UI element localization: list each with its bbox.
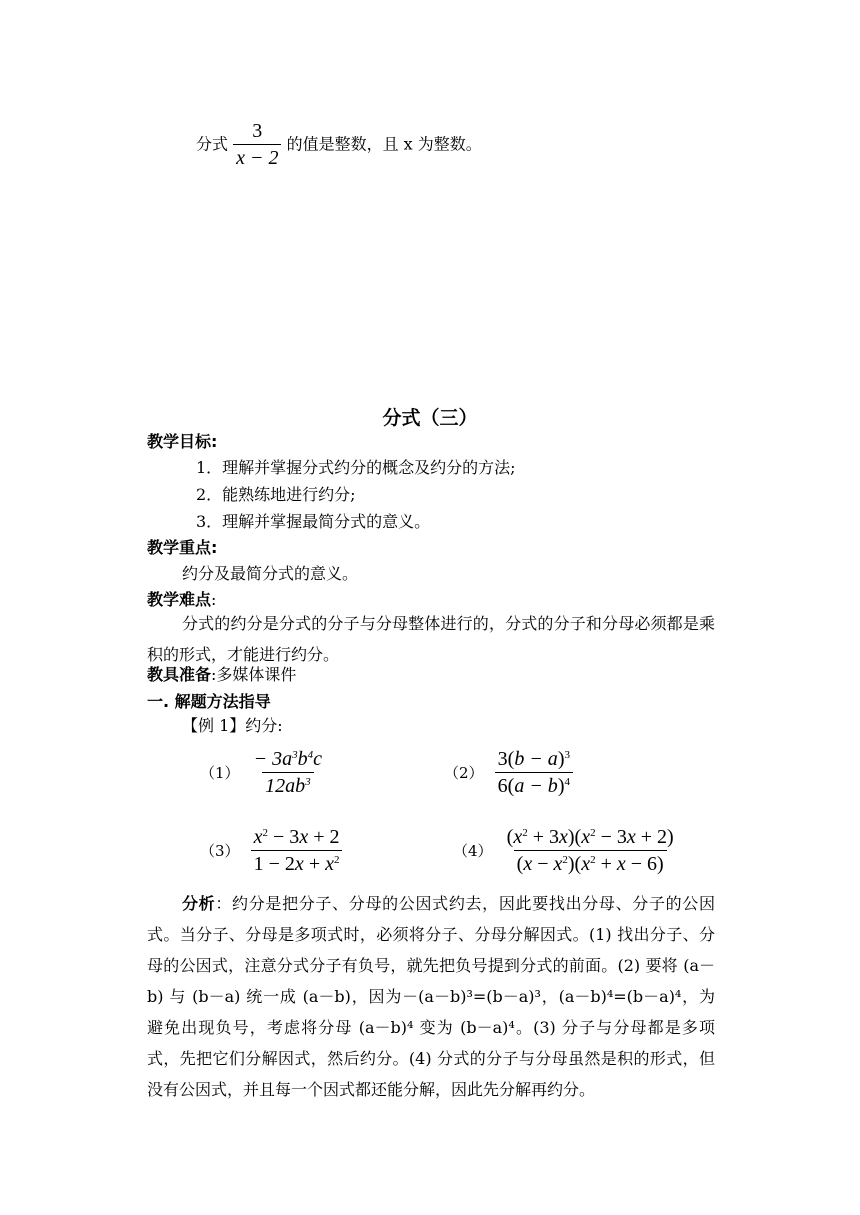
top-fraction-line — [196, 120, 482, 169]
tools-text: :多媒体课件 — [211, 665, 297, 684]
fraction-2 — [495, 748, 573, 797]
fraction-1-den: $12ab^3$ — [262, 772, 314, 797]
goal-item-2: 2．能熟练地进行约分; — [196, 485, 356, 504]
fraction-item-2 — [444, 748, 573, 797]
fraction-3-den: $1 - 2x + x^2$ — [251, 850, 343, 875]
example-label: 【例 1】约分: — [182, 716, 283, 735]
page-title: 分式（三） — [382, 407, 478, 429]
fraction-2-den: $6(a - b)^4$ — [495, 772, 573, 797]
fraction-item-1 — [200, 748, 325, 797]
goal-item-3: 3．理解并掌握最简分式的意义。 — [196, 512, 431, 531]
analysis-heading: 分析 — [182, 894, 216, 913]
tools-heading: 教具准备 — [147, 665, 212, 684]
goal-heading: 教学目标: — [147, 432, 218, 451]
tools-line — [147, 663, 296, 687]
difficulty-text: 分式的约分是分式的分子与分母整体进行的，分式的分子和分母必须都是乘积的形式，才能进行约分。 — [147, 614, 715, 664]
fraction-1-num: − $3a^3b^4c$ — [253, 748, 323, 770]
item-label-2: （2） — [444, 764, 484, 782]
top-suffix: 的值是整数，且 x 为整数。 — [286, 134, 482, 154]
goal-item-1: 1．理解并掌握分式约分的概念及约分的方法; — [196, 458, 516, 477]
key-heading: 教学重点: — [147, 538, 218, 557]
fraction-item-4 — [453, 826, 677, 875]
analysis-text: ：约分是把分子、分母的公因式约去，因此要找出分母、分子的公因式。当分子、分母是多项式时，必须将分子、分母分解因式。(1) 找出分子、分母的公因式，注意分式分子有负号，就先把负号提到分式的前面。(2) 要将 (a－b) 与 (b－a) 统一成 (a－b)，因为－(a－b)³=(b－a)³，(a－b)⁴=(b－a)⁴，为避免出现负号，考虑将分母 (a－b)⁴ 变为 (b－a)⁴。(3) 分子与分母都是多项式，先把它们分解因式，然后约分。(4) 分式的分子与分母虽然是积的形式，但没有公因式，并且每一个因式都还能分解，因此先分解再约分。 — [147, 894, 715, 1099]
fraction-4-den: $(x - x^2)(x^2 + x - 6)$ — [514, 850, 667, 875]
fraction-3 — [251, 826, 343, 875]
fraction-4 — [504, 826, 677, 875]
analysis-paragraph — [147, 888, 715, 1105]
top-frac-den: x − 2 — [233, 144, 281, 169]
fraction-item-3 — [200, 826, 342, 875]
fraction-1 — [251, 748, 325, 797]
difficulty-heading: 教学难点 — [147, 590, 212, 609]
item-label-1: （1） — [200, 764, 240, 782]
item-label-3: （3） — [200, 842, 240, 860]
top-frac-num: 3 — [252, 120, 263, 142]
fraction-2-num: $3(b - a)^3$ — [497, 748, 570, 770]
fraction-4-num: $(x^2 + 3x)(x^2 - 3x + 2)$ — [506, 826, 674, 848]
item-label-4: （4） — [453, 842, 493, 860]
top-prefix: 分式 — [196, 134, 229, 154]
fraction-3-num: $x^2 - 3x + 2$ — [253, 826, 340, 848]
key-text: 约分及最简分式的意义。 — [182, 564, 359, 583]
difficulty-colon: : — [211, 590, 217, 609]
top-fraction — [233, 120, 281, 169]
section-heading: 一. 解题方法指导 — [147, 692, 271, 711]
